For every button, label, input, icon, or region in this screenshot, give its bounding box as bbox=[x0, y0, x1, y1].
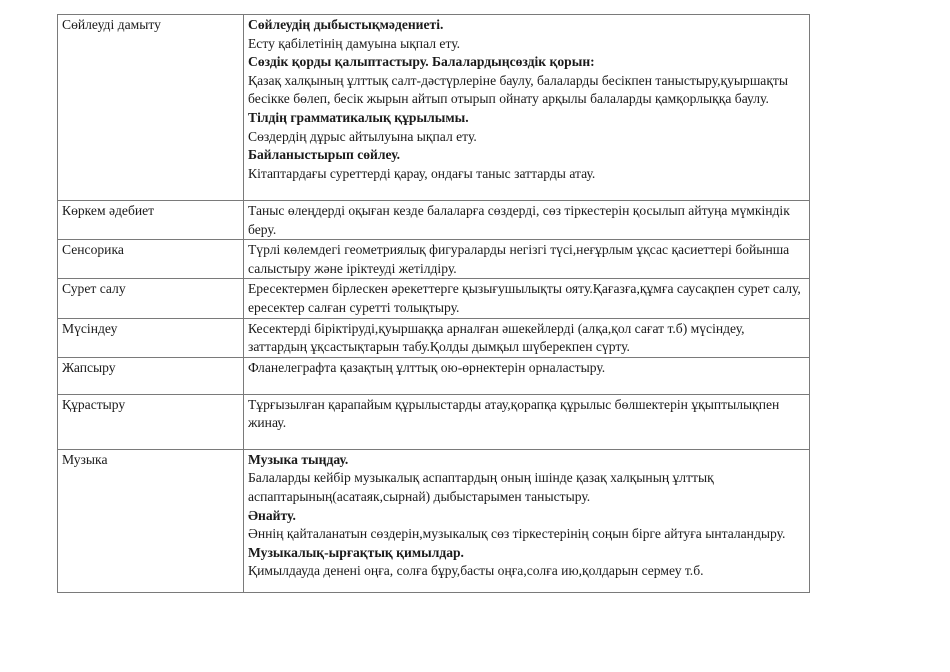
table-row bbox=[58, 394, 810, 449]
table-row bbox=[58, 357, 810, 394]
content-cell bbox=[244, 394, 810, 449]
content-cell bbox=[244, 201, 810, 240]
content-text: Таныс өлеңдерді оқыған кезде балаларға сөздерді, сөз тіркестерін қосылып айтуңа мүмкіндік беру. bbox=[248, 203, 790, 237]
content-text: Сөздердің дұрыс айтылуына ықпал ету. bbox=[248, 128, 477, 144]
content-text: Кітаптардағы суреттерді қарау, ондағы таныс заттарды атау. bbox=[248, 165, 596, 181]
section-heading: Сөздік қорды қалыптастыру. Балалардыңсөздік қорын: bbox=[248, 54, 595, 70]
content-text: Қимылдауда денені оңға, солға бұру,басты оңға,солға ию,қолдарын сермеу т.б. bbox=[248, 563, 704, 579]
section-heading: Музыкалық-ырғақтық қимылдар. bbox=[248, 544, 464, 560]
content-cell bbox=[244, 15, 810, 201]
content-text: Тұрғызылған қарапайым құрылыстарды атау,қорапқа құрылыс бөлшектерін ұқыптылықпен жинау. bbox=[248, 396, 780, 431]
content-text: Қазақ халқының ұлттық салт-дәстүрлеріне баулу, балаларды бесікпен таныстыру,қуыршақты бесікке бөлеп, бесік жырын айтып отырып ойнату арқылы балаларды қамқорлыққа баулу. bbox=[248, 72, 789, 107]
table-row bbox=[58, 279, 810, 318]
content-cell bbox=[244, 279, 810, 318]
content-cell bbox=[244, 240, 810, 279]
content-text: Әннің қайталанатын сөздерін,музыкалық сөз тіркестерінің соңын бірге айтуға ынталандыру. bbox=[248, 526, 786, 542]
section-heading: Музыка тыңдау. bbox=[248, 451, 349, 467]
table-row bbox=[58, 240, 810, 279]
subject-cell: Құрастыру bbox=[58, 394, 244, 449]
table-row bbox=[58, 15, 810, 201]
curriculum-table-body bbox=[58, 15, 810, 593]
content-cell bbox=[244, 357, 810, 394]
section-heading: Әнайту. bbox=[248, 507, 296, 523]
content-text: Ересектермен бірлескен әрекеттерге қызығушылықты ояту.Қағазға,құмға саусақпен сурет салу, ересектер салған суретті толықтыру. bbox=[248, 281, 801, 315]
table-row bbox=[58, 449, 810, 592]
content-text: Кесектерді біріктіруді,қуыршаққа арналған әшекейлерді (алқа,қол сағат т.б) мүсіндеу, заттардың ұқсастықтарын табу.Қолды дымқыл шүберекпен сүрту. bbox=[248, 320, 745, 355]
section-heading: Тілдің грамматикалық құрылымы. bbox=[248, 109, 469, 125]
content-cell bbox=[244, 449, 810, 592]
content-text: Балаларды кейбір музыкалық аспаптардың оның ішінде қазақ халқының ұлттық аспаптарының(асатаяк,сырнай) дыбыстарымен таныстыру. bbox=[248, 470, 714, 504]
section-heading: Сөйлеудің дыбыстықмәдениеті. bbox=[248, 17, 444, 32]
content-text: Түрлі көлемдегі геометриялық фигураларды негізгі түсі,неғұрлым ұқсас қасиеттері бойынша салыстыру және іріктеуді жетілдіру. bbox=[248, 242, 790, 276]
subject-cell: Сенсорика bbox=[58, 240, 244, 279]
subject-cell: Сурет салу bbox=[58, 279, 244, 318]
subject-cell: Көркем әдебиет bbox=[58, 201, 244, 240]
table-row bbox=[58, 201, 810, 240]
subject-cell: Жапсыру bbox=[58, 357, 244, 394]
subject-cell: Мүсіндеу bbox=[58, 318, 244, 357]
content-text: Фланелеграфта қазақтың ұлттық ою-өрнектерін орналастыру. bbox=[248, 359, 606, 375]
curriculum-table bbox=[57, 14, 810, 593]
subject-cell: Сөйлеуді дамыту bbox=[58, 15, 244, 201]
content-text: Есту қабілетінің дамуына ықпал ету. bbox=[248, 35, 461, 51]
subject-cell: Музыка bbox=[58, 449, 244, 592]
section-heading: Байланыстырып сөйлеу. bbox=[248, 147, 401, 163]
content-cell bbox=[244, 318, 810, 357]
table-row bbox=[58, 318, 810, 357]
